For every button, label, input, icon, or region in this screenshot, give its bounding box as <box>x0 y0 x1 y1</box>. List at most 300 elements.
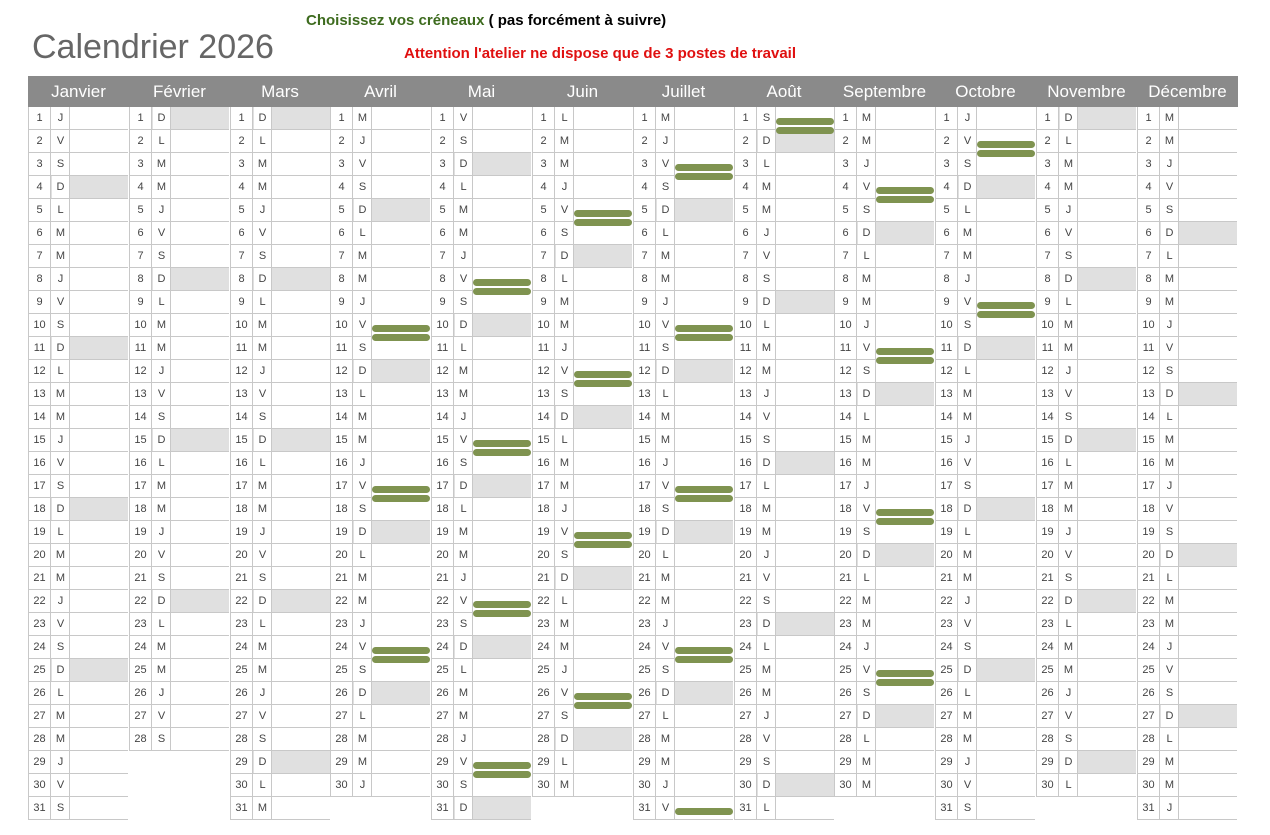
slot-mark[interactable] <box>876 509 934 516</box>
day-cell[interactable] <box>935 705 1035 728</box>
day-cell[interactable] <box>935 682 1035 705</box>
day-cell[interactable] <box>834 383 934 406</box>
day-cell[interactable] <box>230 774 330 797</box>
day-cell[interactable] <box>532 728 632 751</box>
day-cell[interactable] <box>834 728 934 751</box>
day-cell[interactable] <box>230 360 330 383</box>
day-cell[interactable] <box>431 130 531 153</box>
slot-mark[interactable] <box>473 771 531 778</box>
day-cell[interactable] <box>28 751 128 774</box>
day-cell[interactable] <box>734 567 834 590</box>
day-cell[interactable] <box>28 429 128 452</box>
slot-mark[interactable] <box>574 371 632 378</box>
day-cell[interactable] <box>330 544 430 567</box>
day-cell[interactable] <box>230 199 330 222</box>
day-cell[interactable] <box>1137 751 1237 774</box>
day-cell[interactable] <box>28 659 128 682</box>
day-cell[interactable] <box>1036 452 1136 475</box>
slot-mark[interactable] <box>372 486 430 493</box>
day-cell[interactable] <box>230 452 330 475</box>
day-cell[interactable] <box>1036 314 1136 337</box>
day-cell[interactable] <box>834 705 934 728</box>
day-cell[interactable] <box>734 544 834 567</box>
day-cell[interactable] <box>935 268 1035 291</box>
day-cell[interactable] <box>532 176 632 199</box>
day-cell[interactable] <box>1036 153 1136 176</box>
day-cell[interactable] <box>1036 130 1136 153</box>
day-cell[interactable] <box>1036 383 1136 406</box>
slot-mark[interactable] <box>876 357 934 364</box>
day-cell[interactable] <box>734 682 834 705</box>
day-cell[interactable] <box>734 521 834 544</box>
day-cell[interactable] <box>734 613 834 636</box>
day-cell[interactable] <box>28 268 128 291</box>
day-cell[interactable] <box>1036 728 1136 751</box>
day-cell[interactable] <box>330 406 430 429</box>
day-cell[interactable] <box>1137 636 1237 659</box>
day-cell[interactable] <box>1036 705 1136 728</box>
day-cell[interactable] <box>1137 337 1237 360</box>
day-cell[interactable] <box>834 452 934 475</box>
day-cell[interactable] <box>935 406 1035 429</box>
day-cell[interactable] <box>230 613 330 636</box>
day-cell[interactable] <box>1137 659 1237 682</box>
day-cell[interactable] <box>129 383 229 406</box>
day-cell[interactable] <box>734 475 834 498</box>
day-cell[interactable] <box>330 360 430 383</box>
day-cell[interactable] <box>532 107 632 130</box>
day-cell[interactable] <box>734 452 834 475</box>
day-cell[interactable] <box>532 130 632 153</box>
day-cell[interactable] <box>28 774 128 797</box>
day-cell[interactable] <box>935 544 1035 567</box>
day-cell[interactable] <box>935 107 1035 130</box>
day-cell[interactable] <box>230 153 330 176</box>
day-cell[interactable] <box>1036 429 1136 452</box>
day-cell[interactable] <box>834 429 934 452</box>
day-cell[interactable] <box>431 797 531 820</box>
day-cell[interactable] <box>834 544 934 567</box>
day-cell[interactable] <box>834 567 934 590</box>
slot-mark[interactable] <box>675 647 733 654</box>
day-cell[interactable] <box>1036 107 1136 130</box>
day-cell[interactable] <box>734 153 834 176</box>
day-cell[interactable] <box>28 613 128 636</box>
day-cell[interactable] <box>28 176 128 199</box>
day-cell[interactable] <box>1036 199 1136 222</box>
slot-mark[interactable] <box>675 486 733 493</box>
day-cell[interactable] <box>532 314 632 337</box>
day-cell[interactable] <box>28 498 128 521</box>
day-cell[interactable] <box>633 406 733 429</box>
day-cell[interactable] <box>129 130 229 153</box>
day-cell[interactable] <box>834 314 934 337</box>
day-cell[interactable] <box>330 107 430 130</box>
day-cell[interactable] <box>1137 498 1237 521</box>
day-cell[interactable] <box>1137 107 1237 130</box>
day-cell[interactable] <box>734 797 834 820</box>
day-cell[interactable] <box>28 199 128 222</box>
day-cell[interactable] <box>532 406 632 429</box>
day-cell[interactable] <box>935 751 1035 774</box>
day-cell[interactable] <box>431 107 531 130</box>
day-cell[interactable] <box>1036 590 1136 613</box>
day-cell[interactable] <box>28 521 128 544</box>
day-cell[interactable] <box>330 222 430 245</box>
day-cell[interactable] <box>834 245 934 268</box>
day-cell[interactable] <box>1137 774 1237 797</box>
day-cell[interactable] <box>431 728 531 751</box>
slot-mark[interactable] <box>876 187 934 194</box>
day-cell[interactable] <box>129 475 229 498</box>
day-cell[interactable] <box>532 245 632 268</box>
day-cell[interactable] <box>330 130 430 153</box>
day-cell[interactable] <box>1137 429 1237 452</box>
day-cell[interactable] <box>834 406 934 429</box>
day-cell[interactable] <box>230 383 330 406</box>
day-cell[interactable] <box>1036 544 1136 567</box>
day-cell[interactable] <box>129 291 229 314</box>
day-cell[interactable] <box>834 107 934 130</box>
day-cell[interactable] <box>1137 544 1237 567</box>
day-cell[interactable] <box>633 682 733 705</box>
day-cell[interactable] <box>431 153 531 176</box>
day-cell[interactable] <box>28 797 128 820</box>
day-cell[interactable] <box>633 291 733 314</box>
day-cell[interactable] <box>28 314 128 337</box>
day-cell[interactable] <box>129 521 229 544</box>
day-cell[interactable] <box>230 544 330 567</box>
day-cell[interactable] <box>935 728 1035 751</box>
day-cell[interactable] <box>330 429 430 452</box>
slot-mark[interactable] <box>574 541 632 548</box>
day-cell[interactable] <box>431 544 531 567</box>
day-cell[interactable] <box>431 176 531 199</box>
day-cell[interactable] <box>1137 199 1237 222</box>
day-cell[interactable] <box>633 429 733 452</box>
day-cell[interactable] <box>28 383 128 406</box>
day-cell[interactable] <box>834 268 934 291</box>
day-cell[interactable] <box>1036 360 1136 383</box>
day-cell[interactable] <box>532 498 632 521</box>
day-cell[interactable] <box>834 130 934 153</box>
day-cell[interactable] <box>129 360 229 383</box>
day-cell[interactable] <box>230 705 330 728</box>
day-cell[interactable] <box>431 383 531 406</box>
day-cell[interactable] <box>633 130 733 153</box>
day-cell[interactable] <box>230 268 330 291</box>
slot-mark[interactable] <box>977 311 1035 318</box>
day-cell[interactable] <box>734 291 834 314</box>
day-cell[interactable] <box>230 728 330 751</box>
day-cell[interactable] <box>1036 498 1136 521</box>
day-cell[interactable] <box>28 590 128 613</box>
slot-mark[interactable] <box>675 325 733 332</box>
slot-mark[interactable] <box>473 762 531 769</box>
day-cell[interactable] <box>935 797 1035 820</box>
day-cell[interactable] <box>129 429 229 452</box>
day-cell[interactable] <box>734 498 834 521</box>
day-cell[interactable] <box>28 705 128 728</box>
day-cell[interactable] <box>330 268 430 291</box>
slot-mark[interactable] <box>977 302 1035 309</box>
day-cell[interactable] <box>431 659 531 682</box>
day-cell[interactable] <box>129 337 229 360</box>
day-cell[interactable] <box>935 383 1035 406</box>
day-cell[interactable] <box>1036 751 1136 774</box>
day-cell[interactable] <box>532 475 632 498</box>
day-cell[interactable] <box>734 659 834 682</box>
slot-mark[interactable] <box>574 219 632 226</box>
day-cell[interactable] <box>633 774 733 797</box>
slot-mark[interactable] <box>675 656 733 663</box>
day-cell[interactable] <box>28 337 128 360</box>
day-cell[interactable] <box>330 153 430 176</box>
day-cell[interactable] <box>28 682 128 705</box>
slot-mark[interactable] <box>473 449 531 456</box>
day-cell[interactable] <box>230 751 330 774</box>
day-cell[interactable] <box>330 521 430 544</box>
day-cell[interactable] <box>28 728 128 751</box>
day-cell[interactable] <box>633 613 733 636</box>
day-cell[interactable] <box>129 452 229 475</box>
day-cell[interactable] <box>834 291 934 314</box>
day-cell[interactable] <box>633 268 733 291</box>
day-cell[interactable] <box>330 728 430 751</box>
day-cell[interactable] <box>1036 176 1136 199</box>
day-cell[interactable] <box>834 590 934 613</box>
slot-mark[interactable] <box>574 693 632 700</box>
day-cell[interactable] <box>633 705 733 728</box>
day-cell[interactable] <box>532 590 632 613</box>
day-cell[interactable] <box>230 130 330 153</box>
day-cell[interactable] <box>935 475 1035 498</box>
day-cell[interactable] <box>230 498 330 521</box>
day-cell[interactable] <box>633 521 733 544</box>
day-cell[interactable] <box>1137 314 1237 337</box>
day-cell[interactable] <box>734 590 834 613</box>
day-cell[interactable] <box>1036 268 1136 291</box>
day-cell[interactable] <box>330 199 430 222</box>
day-cell[interactable] <box>431 521 531 544</box>
day-cell[interactable] <box>1137 130 1237 153</box>
day-cell[interactable] <box>28 291 128 314</box>
day-cell[interactable] <box>129 659 229 682</box>
day-cell[interactable] <box>230 659 330 682</box>
day-cell[interactable] <box>532 613 632 636</box>
day-cell[interactable] <box>734 245 834 268</box>
day-cell[interactable] <box>129 613 229 636</box>
day-cell[interactable] <box>1137 705 1237 728</box>
slot-mark[interactable] <box>473 601 531 608</box>
day-cell[interactable] <box>1137 153 1237 176</box>
day-cell[interactable] <box>532 659 632 682</box>
day-cell[interactable] <box>935 521 1035 544</box>
day-cell[interactable] <box>129 544 229 567</box>
day-cell[interactable] <box>330 613 430 636</box>
day-cell[interactable] <box>734 751 834 774</box>
slot-mark[interactable] <box>876 679 934 686</box>
day-cell[interactable] <box>935 429 1035 452</box>
day-cell[interactable] <box>1137 360 1237 383</box>
day-cell[interactable] <box>1137 475 1237 498</box>
slot-mark[interactable] <box>574 210 632 217</box>
day-cell[interactable] <box>28 636 128 659</box>
slot-mark[interactable] <box>876 518 934 525</box>
day-cell[interactable] <box>532 751 632 774</box>
day-cell[interactable] <box>532 268 632 291</box>
slot-mark[interactable] <box>876 348 934 355</box>
day-cell[interactable] <box>28 107 128 130</box>
day-cell[interactable] <box>431 245 531 268</box>
day-cell[interactable] <box>734 429 834 452</box>
day-cell[interactable] <box>330 705 430 728</box>
day-cell[interactable] <box>633 567 733 590</box>
day-cell[interactable] <box>1036 659 1136 682</box>
day-cell[interactable] <box>28 153 128 176</box>
slot-mark[interactable] <box>876 670 934 677</box>
day-cell[interactable] <box>734 360 834 383</box>
day-cell[interactable] <box>230 682 330 705</box>
day-cell[interactable] <box>230 314 330 337</box>
day-cell[interactable] <box>1036 521 1136 544</box>
day-cell[interactable] <box>330 567 430 590</box>
day-cell[interactable] <box>633 728 733 751</box>
slot-mark[interactable] <box>876 196 934 203</box>
slot-mark[interactable] <box>574 702 632 709</box>
day-cell[interactable] <box>431 337 531 360</box>
day-cell[interactable] <box>935 774 1035 797</box>
day-cell[interactable] <box>28 406 128 429</box>
day-cell[interactable] <box>734 636 834 659</box>
day-cell[interactable] <box>633 452 733 475</box>
day-cell[interactable] <box>935 590 1035 613</box>
day-cell[interactable] <box>431 199 531 222</box>
slot-mark[interactable] <box>372 656 430 663</box>
slot-mark[interactable] <box>473 288 531 295</box>
day-cell[interactable] <box>129 705 229 728</box>
day-cell[interactable] <box>129 728 229 751</box>
day-cell[interactable] <box>330 590 430 613</box>
day-cell[interactable] <box>330 176 430 199</box>
day-cell[interactable] <box>532 452 632 475</box>
day-cell[interactable] <box>230 590 330 613</box>
day-cell[interactable] <box>330 383 430 406</box>
day-cell[interactable] <box>230 636 330 659</box>
day-cell[interactable] <box>834 613 934 636</box>
day-cell[interactable] <box>230 567 330 590</box>
day-cell[interactable] <box>129 176 229 199</box>
day-cell[interactable] <box>935 222 1035 245</box>
day-cell[interactable] <box>633 245 733 268</box>
day-cell[interactable] <box>129 222 229 245</box>
slot-mark[interactable] <box>473 279 531 286</box>
day-cell[interactable] <box>129 314 229 337</box>
day-cell[interactable] <box>633 544 733 567</box>
day-cell[interactable] <box>230 475 330 498</box>
day-cell[interactable] <box>1036 567 1136 590</box>
day-cell[interactable] <box>734 774 834 797</box>
day-cell[interactable] <box>230 245 330 268</box>
day-cell[interactable] <box>431 406 531 429</box>
slot-mark[interactable] <box>372 334 430 341</box>
day-cell[interactable] <box>834 774 934 797</box>
day-cell[interactable] <box>734 728 834 751</box>
day-cell[interactable] <box>129 107 229 130</box>
day-cell[interactable] <box>532 774 632 797</box>
day-cell[interactable] <box>532 153 632 176</box>
day-cell[interactable] <box>1137 268 1237 291</box>
day-cell[interactable] <box>633 107 733 130</box>
day-cell[interactable] <box>1036 682 1136 705</box>
day-cell[interactable] <box>1137 521 1237 544</box>
day-cell[interactable] <box>230 222 330 245</box>
day-cell[interactable] <box>633 751 733 774</box>
day-cell[interactable] <box>734 268 834 291</box>
day-cell[interactable] <box>28 130 128 153</box>
day-cell[interactable] <box>633 383 733 406</box>
day-cell[interactable] <box>734 199 834 222</box>
slot-mark[interactable] <box>372 325 430 332</box>
day-cell[interactable] <box>28 452 128 475</box>
day-cell[interactable] <box>834 751 934 774</box>
day-cell[interactable] <box>935 199 1035 222</box>
day-cell[interactable] <box>129 268 229 291</box>
day-cell[interactable] <box>1036 291 1136 314</box>
day-cell[interactable] <box>230 521 330 544</box>
day-cell[interactable] <box>532 567 632 590</box>
day-cell[interactable] <box>734 337 834 360</box>
slot-mark[interactable] <box>473 440 531 447</box>
day-cell[interactable] <box>330 751 430 774</box>
slot-mark[interactable] <box>675 173 733 180</box>
day-cell[interactable] <box>935 636 1035 659</box>
day-cell[interactable] <box>431 567 531 590</box>
day-cell[interactable] <box>734 176 834 199</box>
day-cell[interactable] <box>230 429 330 452</box>
day-cell[interactable] <box>532 636 632 659</box>
day-cell[interactable] <box>1036 245 1136 268</box>
day-cell[interactable] <box>28 544 128 567</box>
day-cell[interactable] <box>230 337 330 360</box>
day-cell[interactable] <box>1137 682 1237 705</box>
slot-mark[interactable] <box>473 610 531 617</box>
day-cell[interactable] <box>935 337 1035 360</box>
day-cell[interactable] <box>230 797 330 820</box>
day-cell[interactable] <box>330 291 430 314</box>
day-cell[interactable] <box>1137 728 1237 751</box>
day-cell[interactable] <box>1137 613 1237 636</box>
day-cell[interactable] <box>330 452 430 475</box>
day-cell[interactable] <box>129 153 229 176</box>
day-cell[interactable] <box>935 452 1035 475</box>
day-cell[interactable] <box>129 498 229 521</box>
slot-mark[interactable] <box>977 150 1035 157</box>
day-cell[interactable] <box>129 567 229 590</box>
day-cell[interactable] <box>1036 406 1136 429</box>
day-cell[interactable] <box>330 774 430 797</box>
slot-mark[interactable] <box>372 495 430 502</box>
slot-mark[interactable] <box>372 647 430 654</box>
slot-mark[interactable] <box>675 495 733 502</box>
day-cell[interactable] <box>935 176 1035 199</box>
slot-mark[interactable] <box>574 532 632 539</box>
day-cell[interactable] <box>230 406 330 429</box>
day-cell[interactable] <box>734 705 834 728</box>
day-cell[interactable] <box>431 475 531 498</box>
day-cell[interactable] <box>1137 406 1237 429</box>
slot-mark[interactable] <box>675 164 733 171</box>
